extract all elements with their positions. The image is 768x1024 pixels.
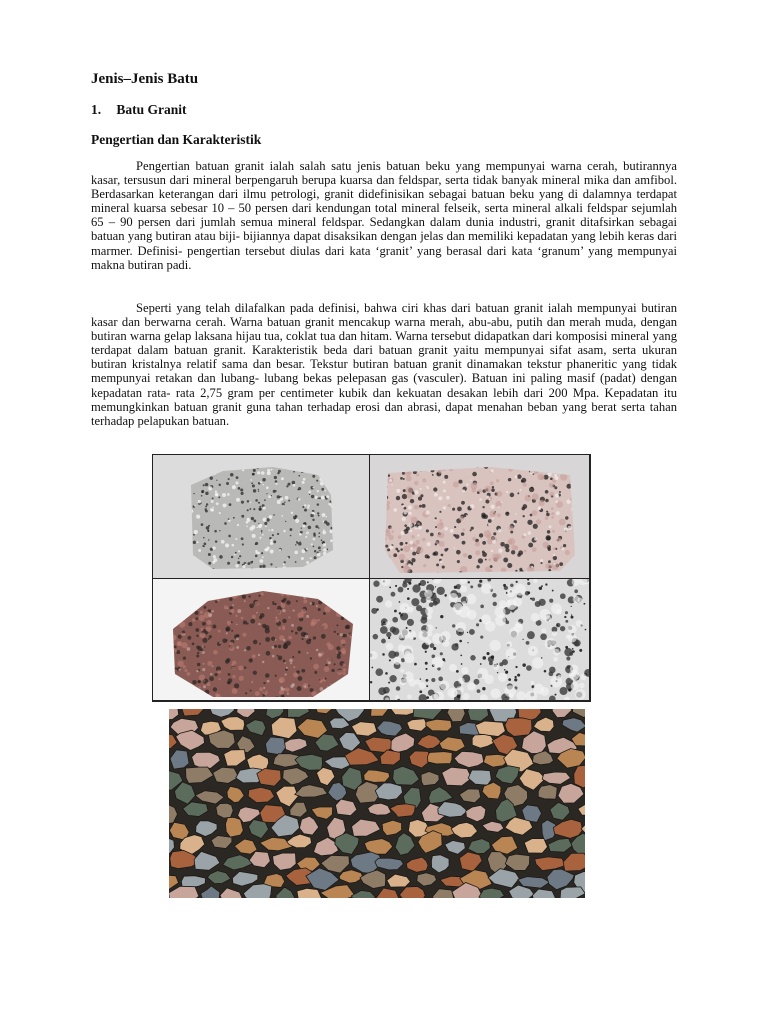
section-heading [91,102,187,118]
paragraph-characteristics: Seperti yang telah dilafalkan pada definisi, bahwa ciri khas dari batuan granit ialah mempunyai butiran kasar dan berwarna cerah. Warna batuan granit mencakup warna merah, abu-abu, putih dan merah muda, dengan butiran warna gelap laksana hijau tua, coklat tua dan hitam. Warna tersebut didapatkan dari komposisi mineral yang terdapat dalam batuan granit. Karakteristik beda dari batuan granit yaitu mempunyai sifat asam, serta ukuran butiran kristalnya relatif sama dan besar. Tekstur butiran batuan granit dinamakan tekstur phaneritic yang tidak mempunyai retakan dan lubang- lubang bekas pelepasan gas (vasculer). Batuan ini paling masif (padat) dengan kepadatan rata- rata 2,75 gram per centimeter kubik dan kekuatan desakan lebih dari 200 Mpa. Kepadatan itu memungkinkan batuan granit guna tahan terhadap erosi dan abrasi, dapat menahan beban yang berat serta tahan terhadap pelapukan batuan. [91,301,677,428]
granite-photo-grid [152,454,591,702]
photo-gray-granite [153,455,369,578]
photo-pink-granite [370,455,589,578]
photo-red-granite [153,579,369,700]
subheading: Pengertian dan Karakteristik [91,132,262,147]
section-label: Batu Granit [116,102,187,117]
section-number: 1. [91,102,102,117]
photo-granite-gravel [169,709,585,898]
photo-granite-closeup [370,579,589,700]
document-title: Jenis–Jenis Batu [91,71,199,87]
paragraph-definition: Pengertian batuan granit ialah salah satu jenis batuan beku yang mempunyai warna cerah, butirannya kasar, tersusun dari mineral berpengaruh berupa kuarsa dan feldspar, serta tidak banyak mineral mika dan amfibol. Berdasarkan keterangan dari ilmu petrologi, granit didefinisikan sebagai batuan beku yang di dalamnya terdapat mineral kuarsa sebesar 10 – 50 persen dari kendungan total mineral felseik, serta mineral alkali feldspar sejumlah 65 – 90 persen dari jumlah semua mineral feldspar. Sedangkan dalam dunia industri, granit ditafsirkan sebagai batuan yang butiran atau biji- bijiannya dapat disaksikan dengan jelas dan memiliki kepadatan yang lebih keras dari marmer. Definisi- pengertian tersebut diulas dari kata ‘granit’ yang berasal dari kata ‘granum’ yang mempunyai makna butiran padi. [91,159,677,272]
